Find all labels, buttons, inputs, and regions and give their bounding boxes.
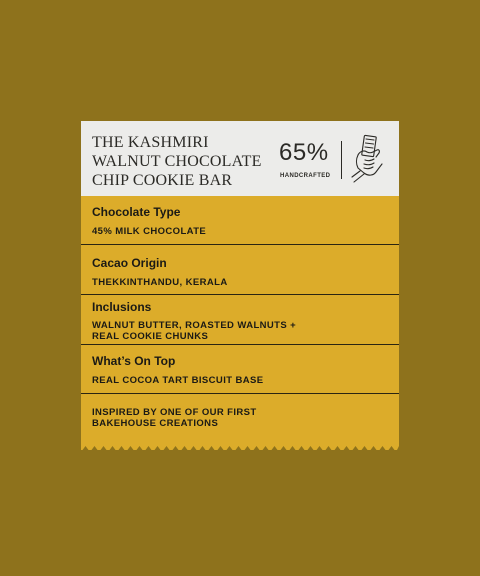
footer-note-line-2: BAKEHOUSE CREATIONS xyxy=(92,418,219,429)
section-inclusions xyxy=(81,295,399,345)
cocoa-percentage: 65% xyxy=(279,139,329,166)
section-cacao-origin xyxy=(81,245,399,295)
section-label: Inclusions xyxy=(92,300,152,314)
footer-note xyxy=(92,407,257,429)
section-label: Chocolate Type xyxy=(92,205,181,219)
product-title xyxy=(92,133,262,190)
section-value-line-2: REAL COOKIE CHUNKS xyxy=(92,330,209,342)
section-value: 45% MILK CHOCOLATE xyxy=(92,226,207,237)
label-header xyxy=(81,121,399,196)
product-title-line-1: THE KASHMIRI xyxy=(92,134,209,151)
handcrafted-badge: HANDCRAFTED xyxy=(280,173,331,179)
section-chocolate-type xyxy=(81,196,399,245)
section-label: Cacao Origin xyxy=(92,256,167,270)
product-title-line-2: WALNUT CHOCOLATE xyxy=(92,153,262,170)
section-value xyxy=(92,321,296,342)
header-divider xyxy=(341,141,342,179)
torn-edge xyxy=(81,446,399,462)
section-value: REAL COCOA TART BISCUIT BASE xyxy=(92,375,264,386)
section-value: THEKKINTHANDU, KERALA xyxy=(92,277,228,288)
footer-note-line-1: INSPIRED BY ONE OF OUR FIRST xyxy=(92,407,257,418)
details-panel xyxy=(81,196,399,450)
section-label: What’s On Top xyxy=(92,354,176,368)
section-value-line-1: WALNUT BUTTER, ROASTED WALNUTS + xyxy=(92,320,297,331)
hand-holding-chocolate-icon xyxy=(348,133,388,185)
section-whats-on-top xyxy=(81,345,399,394)
product-title-line-3: CHIP COOKIE BAR xyxy=(92,172,233,189)
label-card xyxy=(81,121,399,450)
